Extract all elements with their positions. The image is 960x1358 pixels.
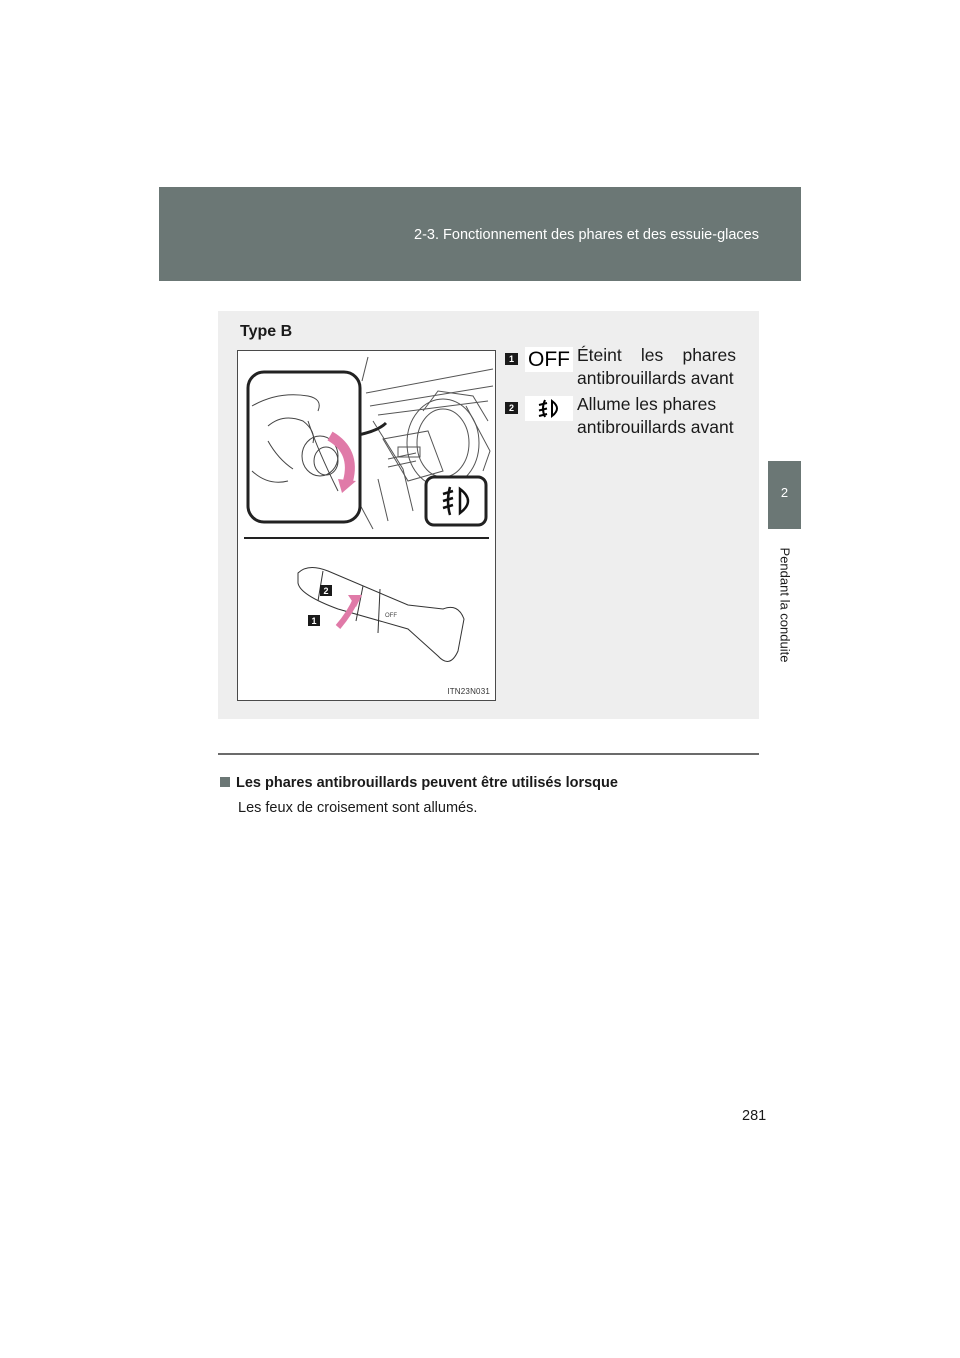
fog-light-symbol [525,396,573,421]
svg-text:OFF: OFF [385,613,397,619]
note-heading [220,775,618,791]
type-b-panel [218,311,759,719]
chapter-number: 2 [780,485,789,500]
callout-1-label: 1 [311,616,317,626]
item-description [577,344,736,390]
item-off [505,344,736,394]
illustration-svg [238,351,495,700]
description-word: les [640,345,664,365]
front-fog-light-icon [525,396,573,421]
figure-code: ITN23N031 [447,687,490,696]
off-label: OFF [528,348,570,371]
item-description-line1: Allume les phares [577,394,717,414]
item-number-badge: 1 [505,353,518,365]
fog-light-switch-illustration [237,350,496,701]
section-divider [218,753,759,755]
item-number-badge: 2 [505,402,518,414]
chapter-tab [768,461,801,529]
off-symbol [525,347,573,372]
square-bullet-icon [220,777,230,787]
page-number: 281 [742,1108,767,1124]
note-heading-text: Les phares antibrouillards peuvent être utilisés lorsque [236,775,618,791]
chapter-label-text: Pendant la conduite [777,547,793,663]
callout-2-label: 2 [323,586,329,596]
header-band [159,187,801,281]
item-description [577,393,736,439]
item-on [505,393,736,443]
item-description-line2: antibrouillards avant [577,368,734,388]
section-title: 2-3. Fonctionnement des phares et des essuie-glaces [414,227,759,243]
chapter-label [769,535,801,675]
item-description-line2: antibrouillards avant [577,417,734,437]
description-word: phares [682,345,736,365]
item-description-line1 [577,344,736,367]
note-body: Les feux de croisement sont allumés. [238,800,478,816]
description-word: Éteint [577,345,622,365]
panel-title: Type B [240,323,293,340]
